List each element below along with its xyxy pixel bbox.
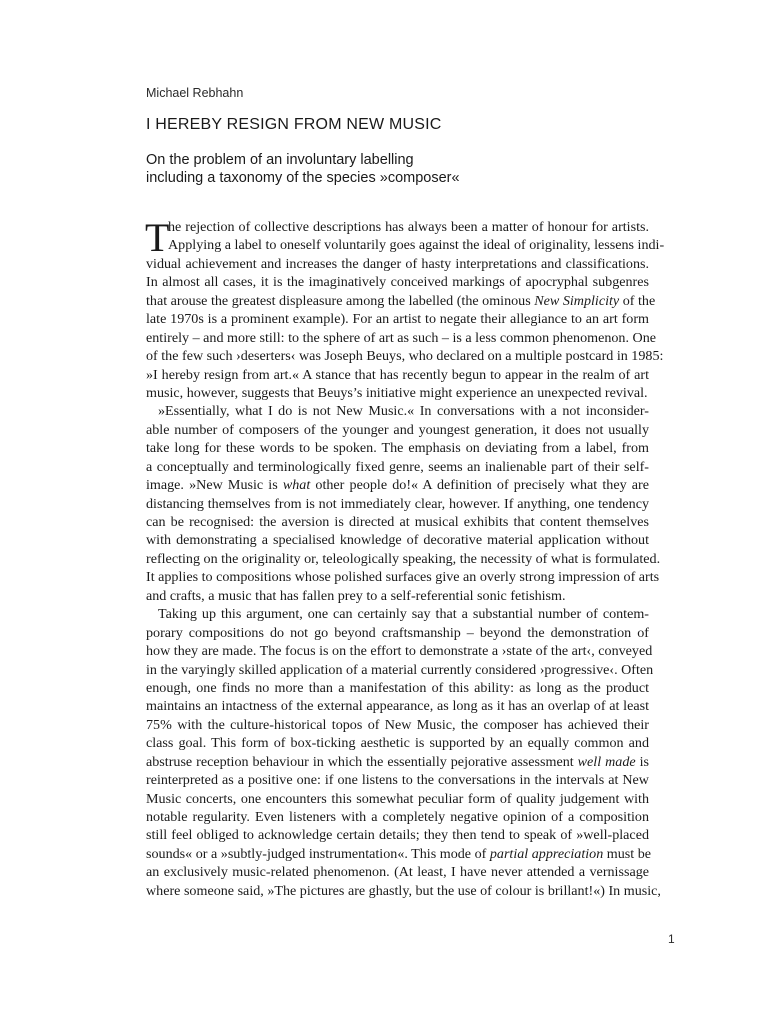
body-text-line: class goal. This form of box-ticking aesthetic is supported by an equally common and <box>146 735 649 752</box>
article-body <box>145 215 665 900</box>
page-number: 1 <box>668 932 675 946</box>
body-text-line: image. »New Music is what other people do!« A definition of precisely what they are <box>146 477 649 494</box>
body-text-line: music, however, suggests that Beuys’s initiative might experience an unexpected revival. <box>146 384 648 401</box>
article-title: I HEREBY RESIGN FROM NEW MUSIC <box>146 116 442 133</box>
body-text-line: Music concerts, one encounters this somewhat peculiar form of quality judgement with <box>146 790 649 807</box>
body-text-line: distancing themselves from is not immediately clear, however. If anything, one tendency <box>146 495 649 512</box>
body-text-line: with demonstrating a specialised knowledge of decorative material application without <box>146 532 649 549</box>
subtitle-line: On the problem of an involuntary labelling <box>146 152 414 168</box>
body-text-line: sounds« or a »subtly-judged instrumentation«. This mode of partial appreciation must be <box>146 845 652 862</box>
body-text-line: take long for these words to be spoken. The emphasis on deviating from a label, from <box>146 440 649 457</box>
body-text-line: a conceptually and terminologically fixed genre, seems an inalienable part of their self- <box>146 458 649 475</box>
drop-cap: T <box>145 215 170 260</box>
body-text-line: reinterpreted as a positive one: if one listens to the conversations in the intervals at New <box>146 772 649 789</box>
body-text-line: It applies to compositions whose polished surfaces give an overly strong impression of arts <box>146 569 660 586</box>
body-text-line: porary compositions do not go beyond craftsmanship – beyond the demonstration of <box>146 624 649 641</box>
subtitle-line: including a taxonomy of the species »composer« <box>146 170 460 186</box>
body-text-line: able number of composers of the younger and youngest generation, it does not usually <box>146 421 649 438</box>
body-text-line: that arouse the greatest displeasure among the labelled (the ominous New Simplicity of the <box>146 292 656 309</box>
body-text-line: maintains an intactness of the external appearance, as long as it has an overlap of at least <box>146 698 649 715</box>
body-text-line: how they are made. The focus is on the effort to demonstrate a ›state of the art‹, conveyed <box>146 643 653 660</box>
body-text-line: abstruse reception behaviour in which the essentially pejorative assessment well made is <box>146 753 649 770</box>
body-text-line: enough, one finds no more than a manifestation of this ability: as long as the product <box>146 679 649 696</box>
body-text-line: notable regularity. Even listeners with a completely negative opinion of a composition <box>146 809 649 825</box>
body-text-line: reflecting on the originality or, teleologically speaking, the necessity of what is formulated. <box>146 550 661 567</box>
body-text-line: in the varyingly skilled application of a material currently considered ›progressive‹. Often <box>146 661 654 678</box>
body-text-line: an exclusively music-related phenomenon. (At least, I have never attended a vernissage <box>146 864 649 881</box>
body-text-line: entirely – and more still: to the sphere of art as such – is a less common phenomenon. One <box>146 329 656 346</box>
article-subtitle <box>146 151 646 187</box>
body-text-line: »Essentially, what I do is not New Music.« In conversations with a not inconsider- <box>158 403 649 420</box>
author-name: Michael Rebhahn <box>146 86 244 100</box>
body-text-line: Applying a label to oneself voluntarily goes against the ideal of originality, lessens indi- <box>168 237 665 254</box>
body-text-line: and crafts, a music that has fallen prey to a self-referential sonic fetishism. <box>146 587 566 604</box>
body-text-line: late 1970s is a prominent example). For an artist to negate their allegiance to an art form <box>146 311 649 328</box>
body-text-line: In almost all cases, it is the imaginatively conceived markings of apocryphal subgenres <box>146 274 649 291</box>
body-text-line: where someone said, »The pictures are ghastly, but the use of colour is brillant!«) In music, <box>146 882 661 899</box>
body-text-line: can be recognised: the aversion is directed at musical exhibits that content themselves <box>146 514 649 530</box>
body-text-line: »I hereby resign from art.« A stance that has recently begun to appear in the realm of art <box>146 366 649 383</box>
body-text-line: Taking up this argument, one can certainly say that a substantial number of contem- <box>158 606 649 623</box>
body-text-line: of the few such ›deserters‹ was Joseph Beuys, who declared on a multiple postcard in 1985: <box>146 348 664 365</box>
body-text-line: he rejection of collective descriptions has always been a matter of honour for artists. <box>168 219 649 235</box>
body-text-line: still feel obliged to acknowledge certain details; they then tend to speak of »well-placed <box>146 827 649 844</box>
body-text-line: vidual achievement and increases the danger of hasty interpretations and classifications. <box>146 255 649 272</box>
body-text-line: 75% with the culture-historical topos of New Music, the composer has achieved their <box>146 716 649 733</box>
